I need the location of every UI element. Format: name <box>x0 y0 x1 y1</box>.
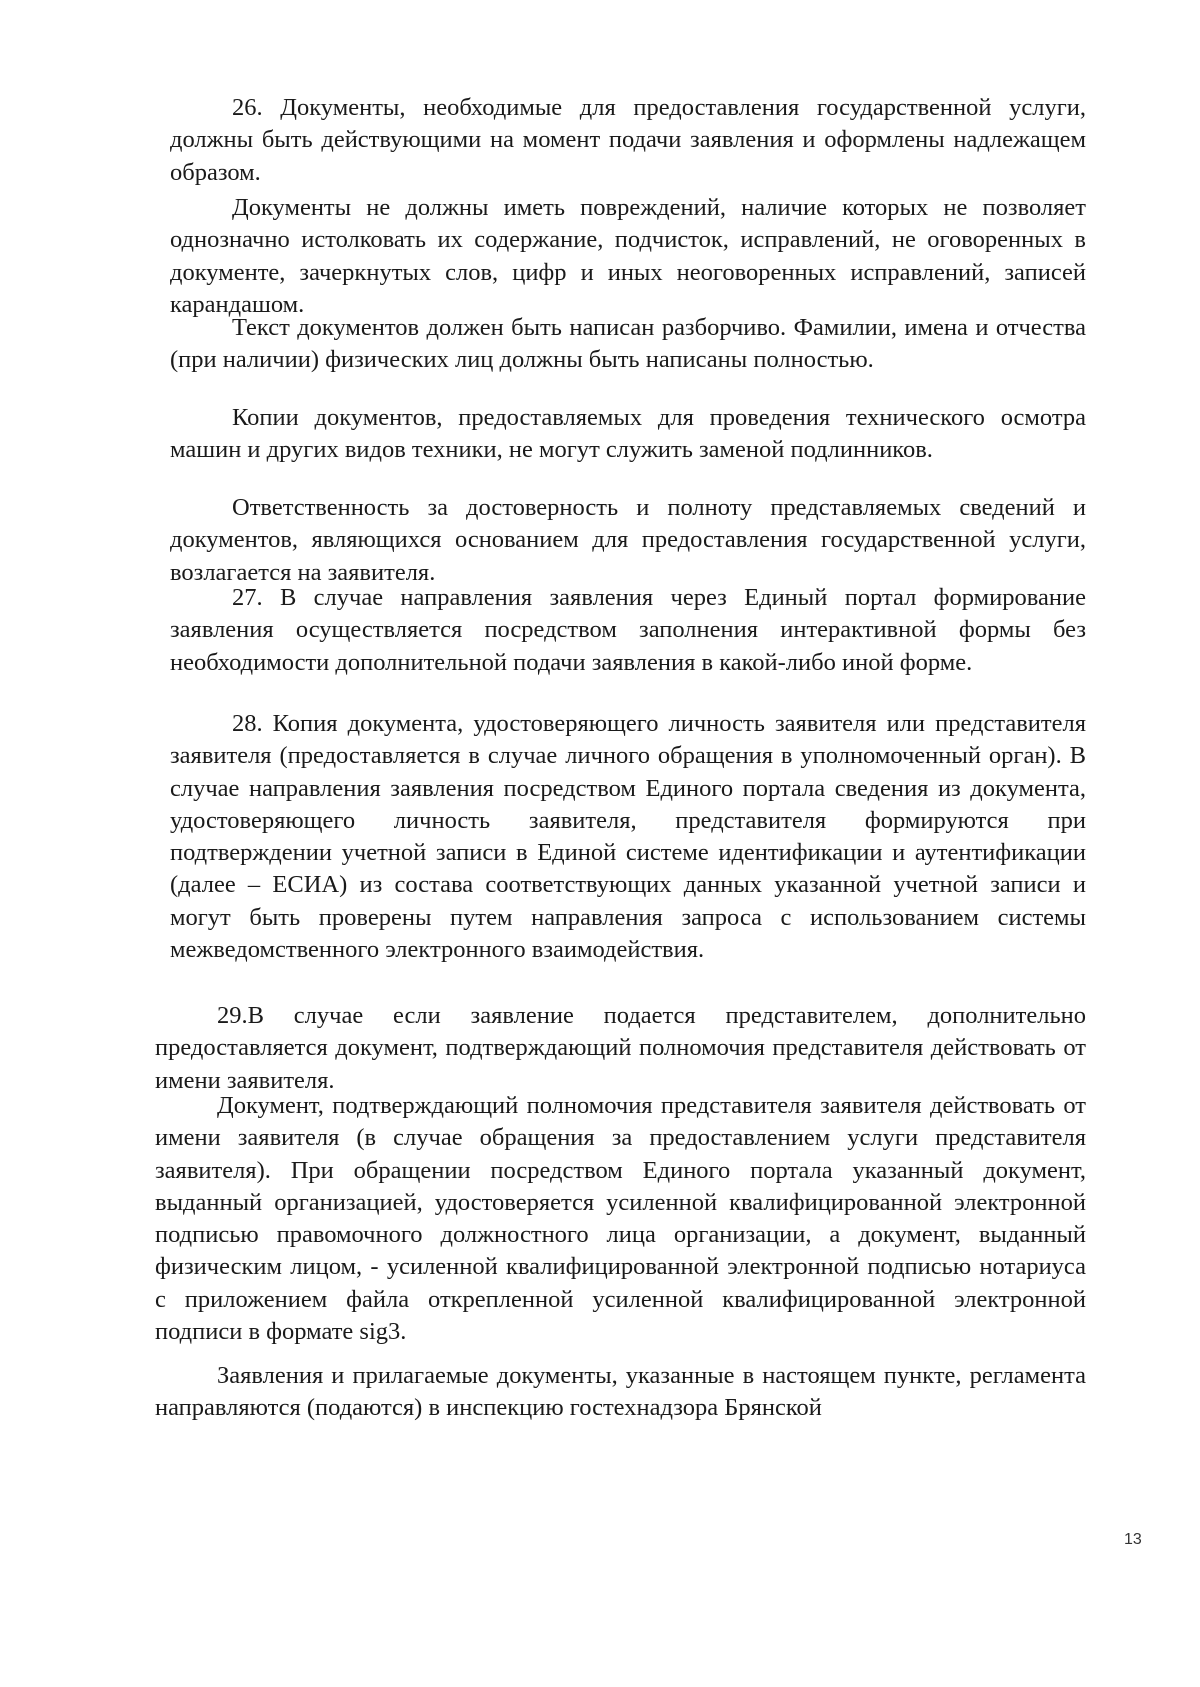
page-number: 13 <box>1124 1531 1142 1548</box>
paragraph-28: 28. Копия документа, удостоверяющего личность заявителя или представителя заявителя (предоставляется в случае личного обращения в уполномоченный орган). В случае направления заявления посредством Единого портала сведения из документа, удостоверяющего личность заявителя, представителя формируются при подтверждении учетной записи в Единой системе идентификации и аутентификации (далее – ЕСИА) из состава соответствующих данных указанной учетной записи и могут быть проверены путем направления запроса с использованием системы межведомственного электронного взаимодействия. <box>170 710 1086 964</box>
paragraph-29-document: Документ, подтверждающий полномочия представителя заявителя действовать от имени заявителя (в случае обращения за предоставлением услуги представителя заявителя). При обращении посредством Единого портала указанный документ, выданный организацией, удостоверяется усиленной квалифицированной электронной подписью правомочного должностного лица организации, а документ, выданный физическим лицом, - усиленной квалифицированной электронной подписью нотариуса с приложением файла открепленной усиленной квалифицированной электронной подписи в формате sig3. <box>155 1092 1086 1346</box>
paragraph-26: 26. Документы, необходимые для предоставления государственной услуги, должны быть действующими на момент подачи заявления и оформлены надлежащем образом. <box>170 94 1086 186</box>
paragraph-26-responsibility: Ответственность за достоверность и полноту представляемых сведений и документов, являющихся основанием для предоставления государственной услуги, возлагается на заявителя. <box>170 494 1086 586</box>
paragraph-29-submission: Заявления и прилагаемые документы, указанные в настоящем пункте, регламента направляются (подаются) в инспекцию гостехнадзора Брянской <box>155 1362 1086 1422</box>
paragraph-27: 27. В случае направления заявления через Единый портал формирование заявления осуществляется посредством заполнения интерактивной формы без необходимости дополнительной подачи заявления в какой-либо иной форме. <box>170 584 1086 676</box>
paragraph-26-damage: Документы не должны иметь повреждений, наличие которых не позволяет однозначно истолковать их содержание, подчисток, исправлений, не оговоренных в документе, зачеркнутых слов, цифр и иных неоговоренных исправлений, записей карандашом. <box>170 194 1086 318</box>
paragraph-29: 29.В случае если заявление подается представителем, дополнительно предоставляется документ, подтверждающий полномочия представителя действовать от имени заявителя. <box>155 1002 1086 1094</box>
paragraph-26-legible: Текст документов должен быть написан разборчиво. Фамилии, имена и отчества (при наличии) физических лиц должны быть написаны полностью. <box>170 314 1086 374</box>
paragraph-26-copies: Копии документов, предоставляемых для проведения технического осмотра машин и других видов техники, не могут служить заменой подлинников. <box>170 404 1086 464</box>
